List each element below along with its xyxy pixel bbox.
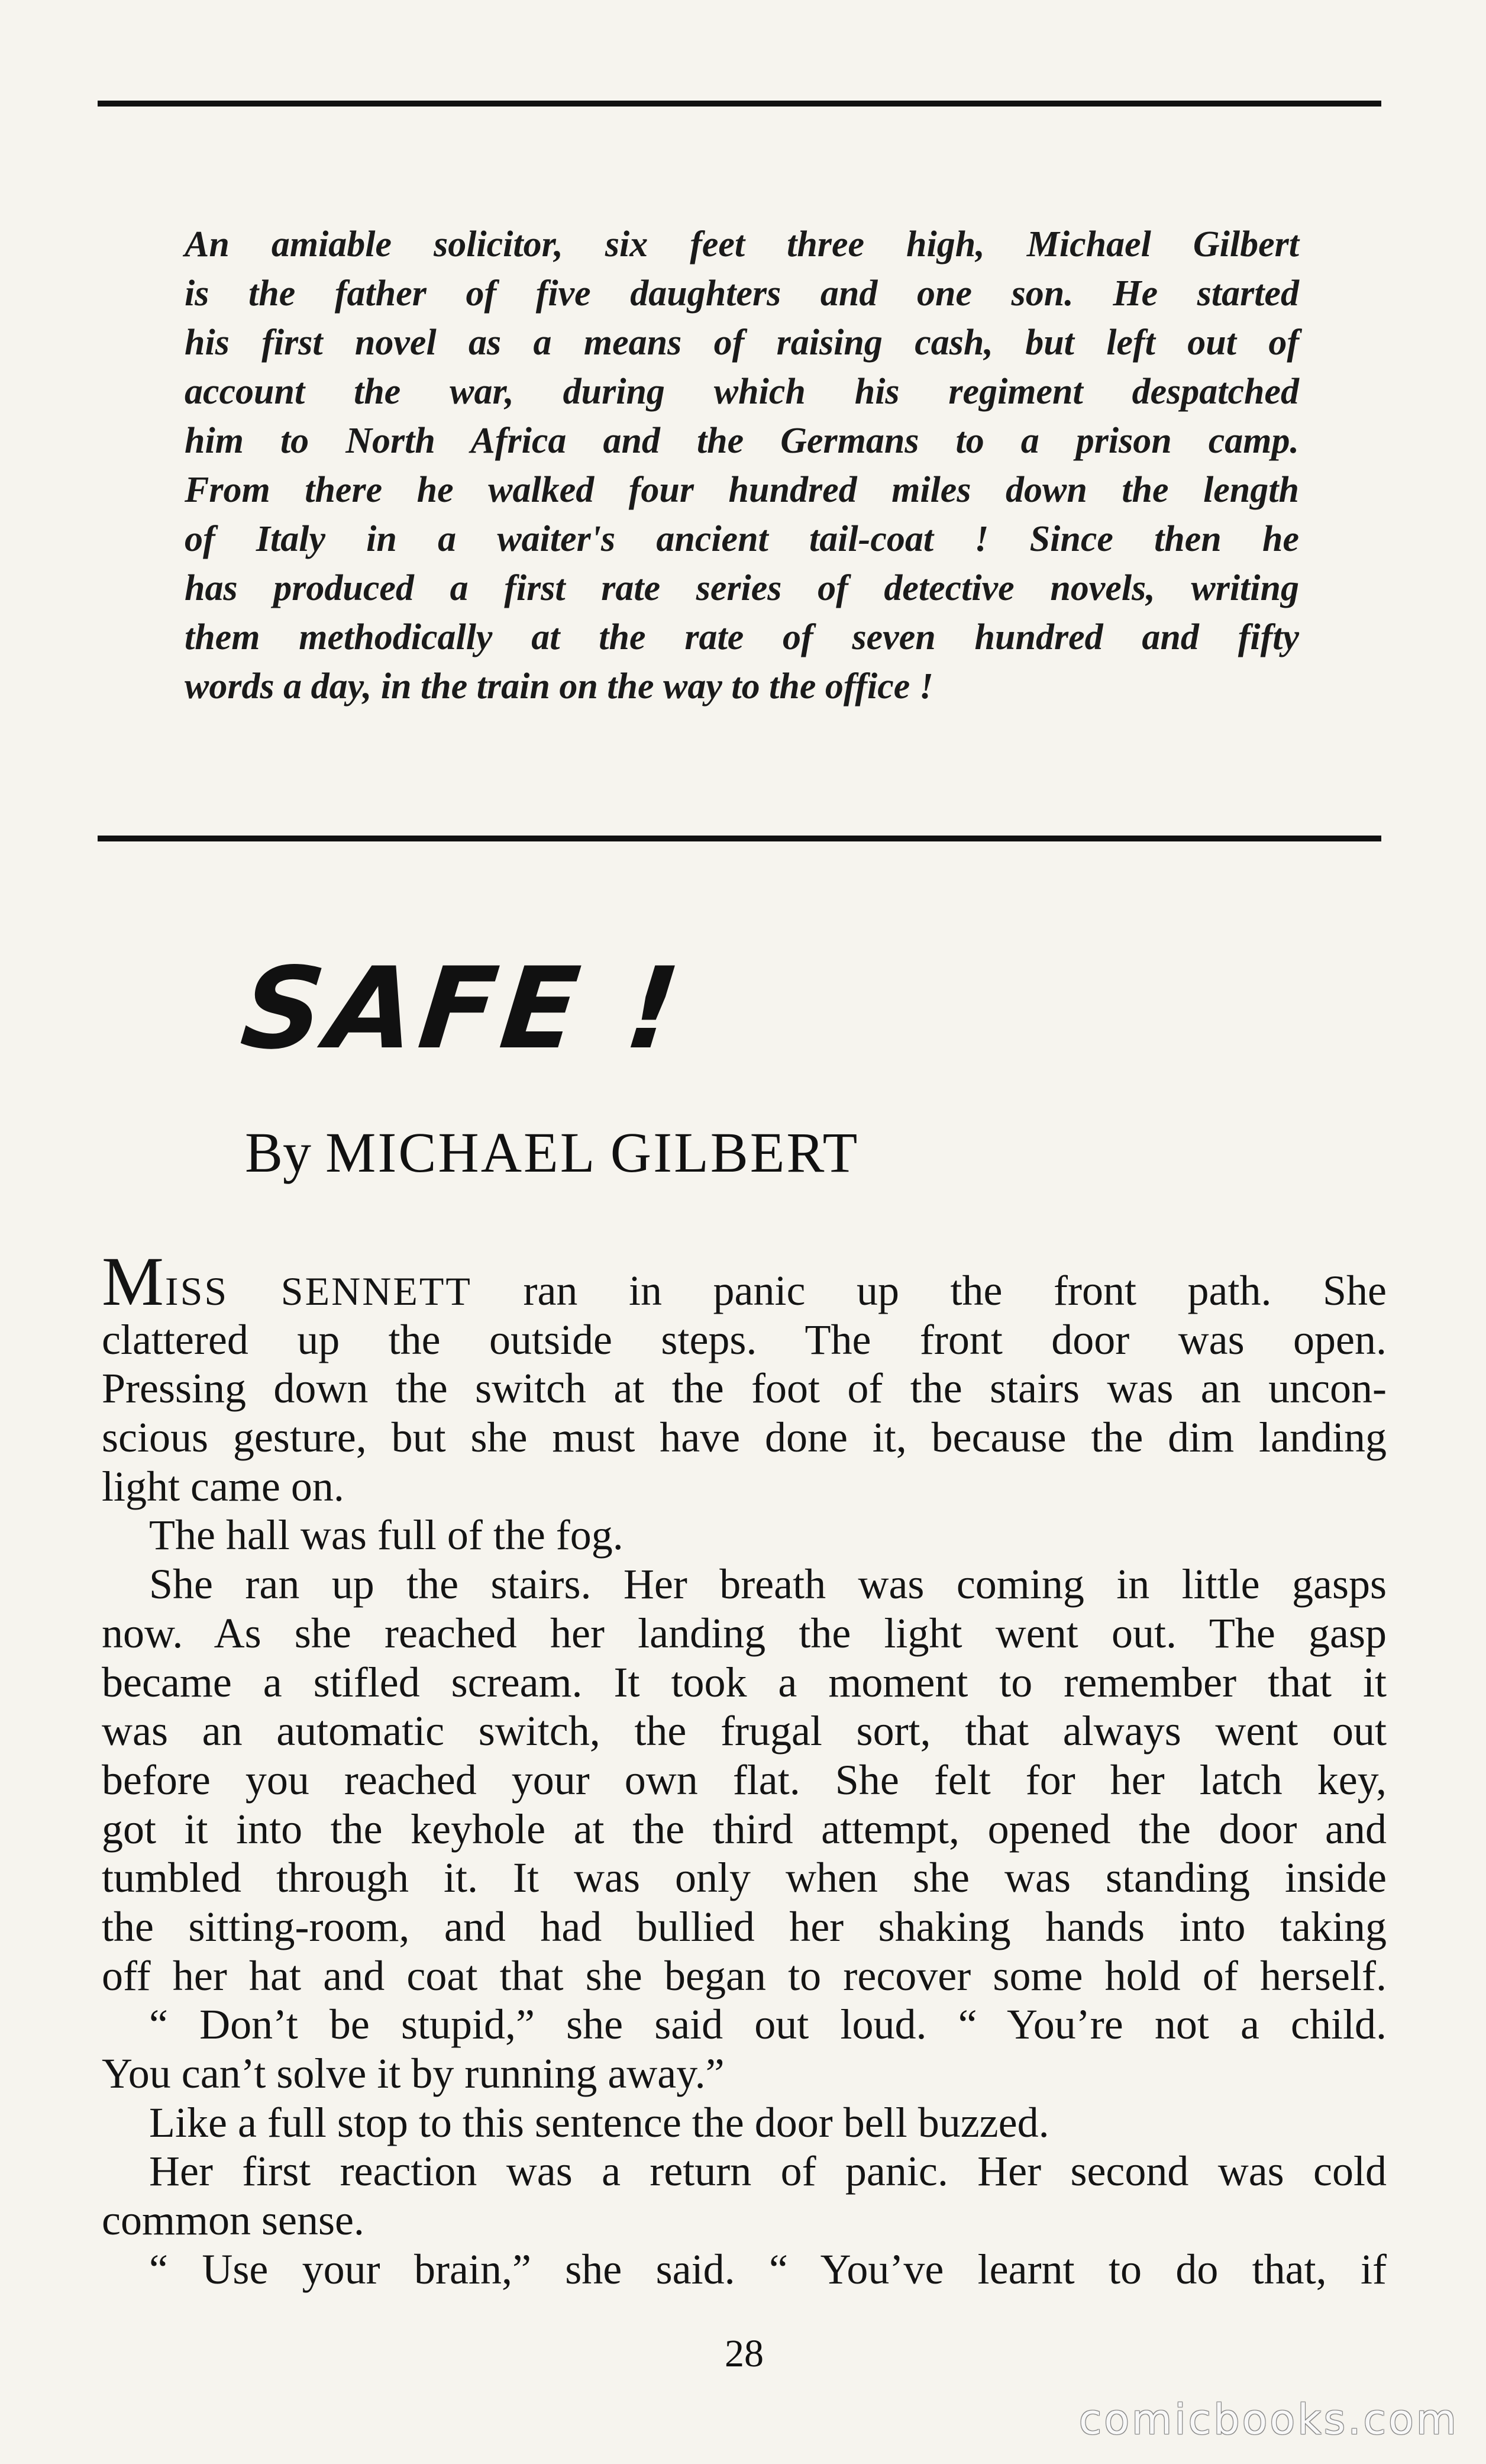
story-line: clattered up the outside steps. The front door was open.: [102, 1315, 1387, 1363]
bio-line: An amiable solicitor, six feet three high, Michael Gilbert: [185, 224, 1299, 265]
bio-line: From there he walked four hundred miles down the length: [185, 470, 1299, 510]
story-title: SAFE !: [235, 943, 690, 1074]
story-line: She ran up the stairs. Her breath was coming in little gasps: [149, 1560, 1387, 1608]
story-body: [102, 1243, 1387, 2294]
bio-line: of Italy in a waiter's ancient tail-coat ! Since then he: [185, 519, 1299, 559]
story-line: You can’t solve it by running away.”: [102, 2050, 725, 2097]
bio-line: them methodically at the rate of seven hundred and fifty: [185, 617, 1299, 657]
page-number: 28: [725, 2332, 764, 2375]
bio-line: account the war, during which his regiment despatched: [185, 372, 1299, 412]
story-line: scious gesture, but she must have done it, because the dim landing: [102, 1414, 1387, 1462]
story-line: Pressing down the switch at the foot of the stairs was an uncon-: [102, 1365, 1387, 1412]
first-line-rest: ran in panic up the front path. She: [471, 1267, 1387, 1314]
bio-line: is the father of five daughters and one son. He started: [185, 273, 1299, 314]
bio-line: has produced a first rate series of detective novels, writing: [185, 568, 1299, 608]
story-line: “ Don’t be stupid,” she said out loud. “ You’re not a child.: [149, 2001, 1387, 2049]
story-line: The hall was full of the fog.: [149, 1511, 624, 1559]
section-rule: [98, 836, 1381, 841]
story-line: now. As she reached her landing the light went out. The gasp: [102, 1609, 1387, 1657]
watermark: comicbooks.com: [1078, 2395, 1459, 2444]
lead-in-name: ISS SENNETT: [164, 1269, 472, 1314]
story-line: Like a full stop to this sentence the door bell buzzed.: [149, 2098, 1049, 2146]
byline-by: By: [245, 1121, 312, 1184]
drop-cap: M: [102, 1243, 165, 1320]
story-line: light came on.: [102, 1462, 344, 1510]
story-line: got it into the keyhole at the third attempt, opened the door and: [102, 1805, 1387, 1853]
story-line: before you reached your own flat. She felt for her latch key,: [102, 1756, 1387, 1804]
story-line: Her first reaction was a return of panic. Her second was cold: [149, 2147, 1387, 2195]
top-rule: [98, 101, 1381, 107]
byline-author: MICHAEL GILBERT: [325, 1121, 860, 1184]
story-line: was an automatic switch, the frugal sort, that always went out: [102, 1707, 1387, 1755]
bio-line: words a day, in the train on the way to the office !: [185, 666, 933, 707]
byline: [245, 1121, 860, 1184]
bio-line: him to North Africa and the Germans to a prison camp.: [185, 421, 1299, 461]
story-line: the sitting-room, and had bullied her shaking hands into taking: [102, 1902, 1387, 1950]
story-line: common sense.: [102, 2197, 364, 2244]
author-bio: [185, 220, 1299, 711]
bio-line: his first novel as a means of raising cash, but left out of: [185, 322, 1299, 363]
story-first-line: [102, 1243, 1387, 1320]
story-line: became a stifled scream. It took a moment to remember that it: [102, 1658, 1387, 1706]
story-line: “ Use your brain,” she said. “ You’ve learnt to do that, if: [149, 2245, 1387, 2293]
story-line: off her hat and coat that she began to recover some hold of herself.: [102, 1952, 1387, 1999]
story-line: tumbled through it. It was only when she was standing inside: [102, 1854, 1387, 1902]
